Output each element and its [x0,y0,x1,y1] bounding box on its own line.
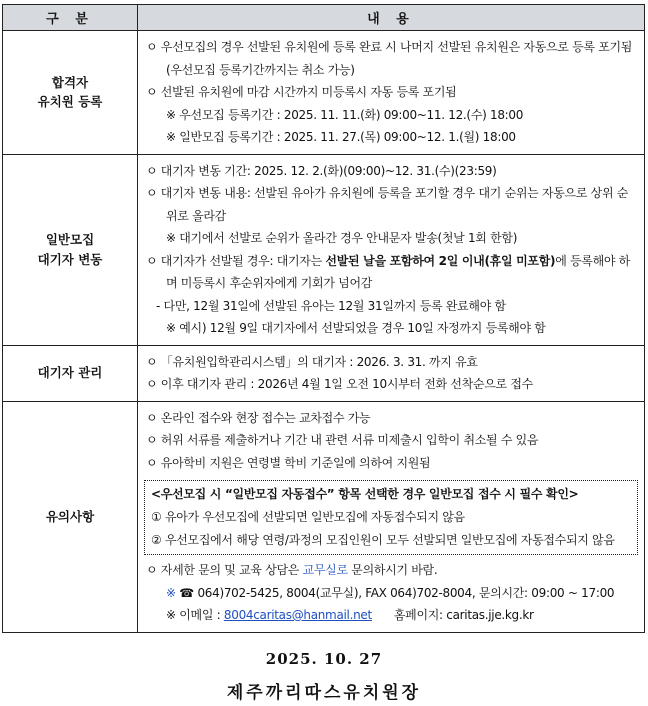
list-item: ② 우선모집에서 해당 연령/과정의 모집인원이 모두 선발되면 일반모집에 자동접수되지 않음 [151,533,615,547]
list-item: ㅇ 허위 서류를 제출하거나 기간 내 관련 서류 미제출시 입학이 취소될 수 있음 [146,433,539,447]
table-header-row [3,5,645,31]
table-row-waitlist-management [3,345,645,401]
category-waitlist-management: 대기자 관리 [3,345,138,401]
header-content: 내 용 [138,5,645,31]
list-item: ㅇ 「유치원입학관리시스템」의 대기자 : 2026. 3. 31. 까지 유효 [146,354,478,369]
header-category: 구 분 [3,5,138,31]
phone-icon: ☎ [179,585,194,600]
enrollment-info-table [2,4,645,633]
table-row-waitlist-change [3,154,645,345]
list-item: ㅇ 대기자 변동 내용: 선발된 유아가 유치원에 등록을 포기할 경우 대기 순위는 자동으로 상위 순위로 올라감 [146,186,629,223]
category-notes: 유의사항 [3,401,138,632]
issuer-name: 제주까리따스유치원장 [226,683,422,703]
list-item: ※ 일반모집 등록기간 : 2025. 11. 27.(목) 09:00~12. 1.(월) 18:00 [166,130,516,144]
list-item: ㅇ 우선모집의 경우 선발된 유치원에 등록 완료 시 나머지 선발된 유치원은 자동으로 등록 포기됨(우선모집 등록기간까지는 취소 가능) [146,40,633,77]
table-row-notes [3,401,645,632]
list-item: ㅇ 대기자 변동 기간: 2025. 12. 2.(화)(09:00)~12. 31.(수)(23:59) [146,163,497,178]
content-waitlist-management [138,345,645,401]
office-highlight: 교무실로 [302,563,348,577]
list-item: ㅇ 온라인 접수와 현장 접수는 교차접수 가능 [146,410,371,425]
phone-line: ※ ☎ 064)702-5425, 8004(교무실), FAX 064)702-8004, 문의시간: 09:00 ~ 17:00 [166,585,615,600]
list-item: ㅇ 대기자가 선발될 경우: 대기자는 선발된 날을 포함하여 2일 이내(휴일 미포함)에 등록해야 하며 미등록시 후순위자에게 기회가 넘어감 [146,253,630,290]
list-item: ※ 대기에서 선발로 순위가 올라간 경우 안내문자 발송(첫날 1회 한함) [166,231,518,245]
content-waitlist-change [138,154,645,345]
category-acceptance: 합격자 유치원 등록 [3,31,138,155]
content-notes [138,401,645,632]
list-item: ※ 예시) 12월 9일 대기자에서 선발되었을 경우 10일 자정까지 등록해야 함 [166,321,546,335]
notice-box-title: <우선모집 시 “일반모집 자동접수” 항목 선택한 경우 일반모집 접수 시 필수 확인> [151,487,579,501]
table-row-acceptance [3,31,645,155]
list-item: ㅇ 선발된 유치원에 마감 시간까지 미등록시 자동 등록 포기됨 [146,85,457,99]
email-link[interactable]: 8004caritas@hanmail.net [223,608,372,622]
email-line: ※ 이메일 : 8004caritas@hanmail.net 홈페이지: caritas.jje.kg.kr [166,608,534,622]
list-item: - 다만, 12월 31일에 선발된 유아는 12월 31일까지 등록 완료해야 함 [156,298,506,313]
document-date: 2025. 10. 27 [265,650,383,668]
inquiry-line: ㅇ 자세한 문의 및 교육 상담은 교무실로 문의하시기 바람. [146,563,438,577]
homepage-text: 홈페이지: caritas.jje.kg.kr [393,608,534,622]
list-item: ※ 우선모집 등록기간 : 2025. 11. 11.(화) 09:00~11. 12.(수) 18:00 [166,107,524,122]
auto-registration-notice-box [144,480,638,555]
category-waitlist-change: 일반모집 대기자 변동 [3,154,138,345]
list-item: ㅇ 유아학비 지원은 연령별 학비 기준일에 의하여 지원됨 [146,455,431,470]
emphasis-text: 선발된 날을 포함하여 2일 이내(휴일 미포함) [325,253,556,268]
content-acceptance [138,31,645,155]
list-item: ① 유아가 우선모집에 선발되면 일반모집에 자동접수되지 않음 [151,510,465,524]
list-item: ㅇ 이후 대기자 관리 : 2026년 4월 1일 오전 10시부터 전화 선착순으로 접수 [146,377,533,391]
